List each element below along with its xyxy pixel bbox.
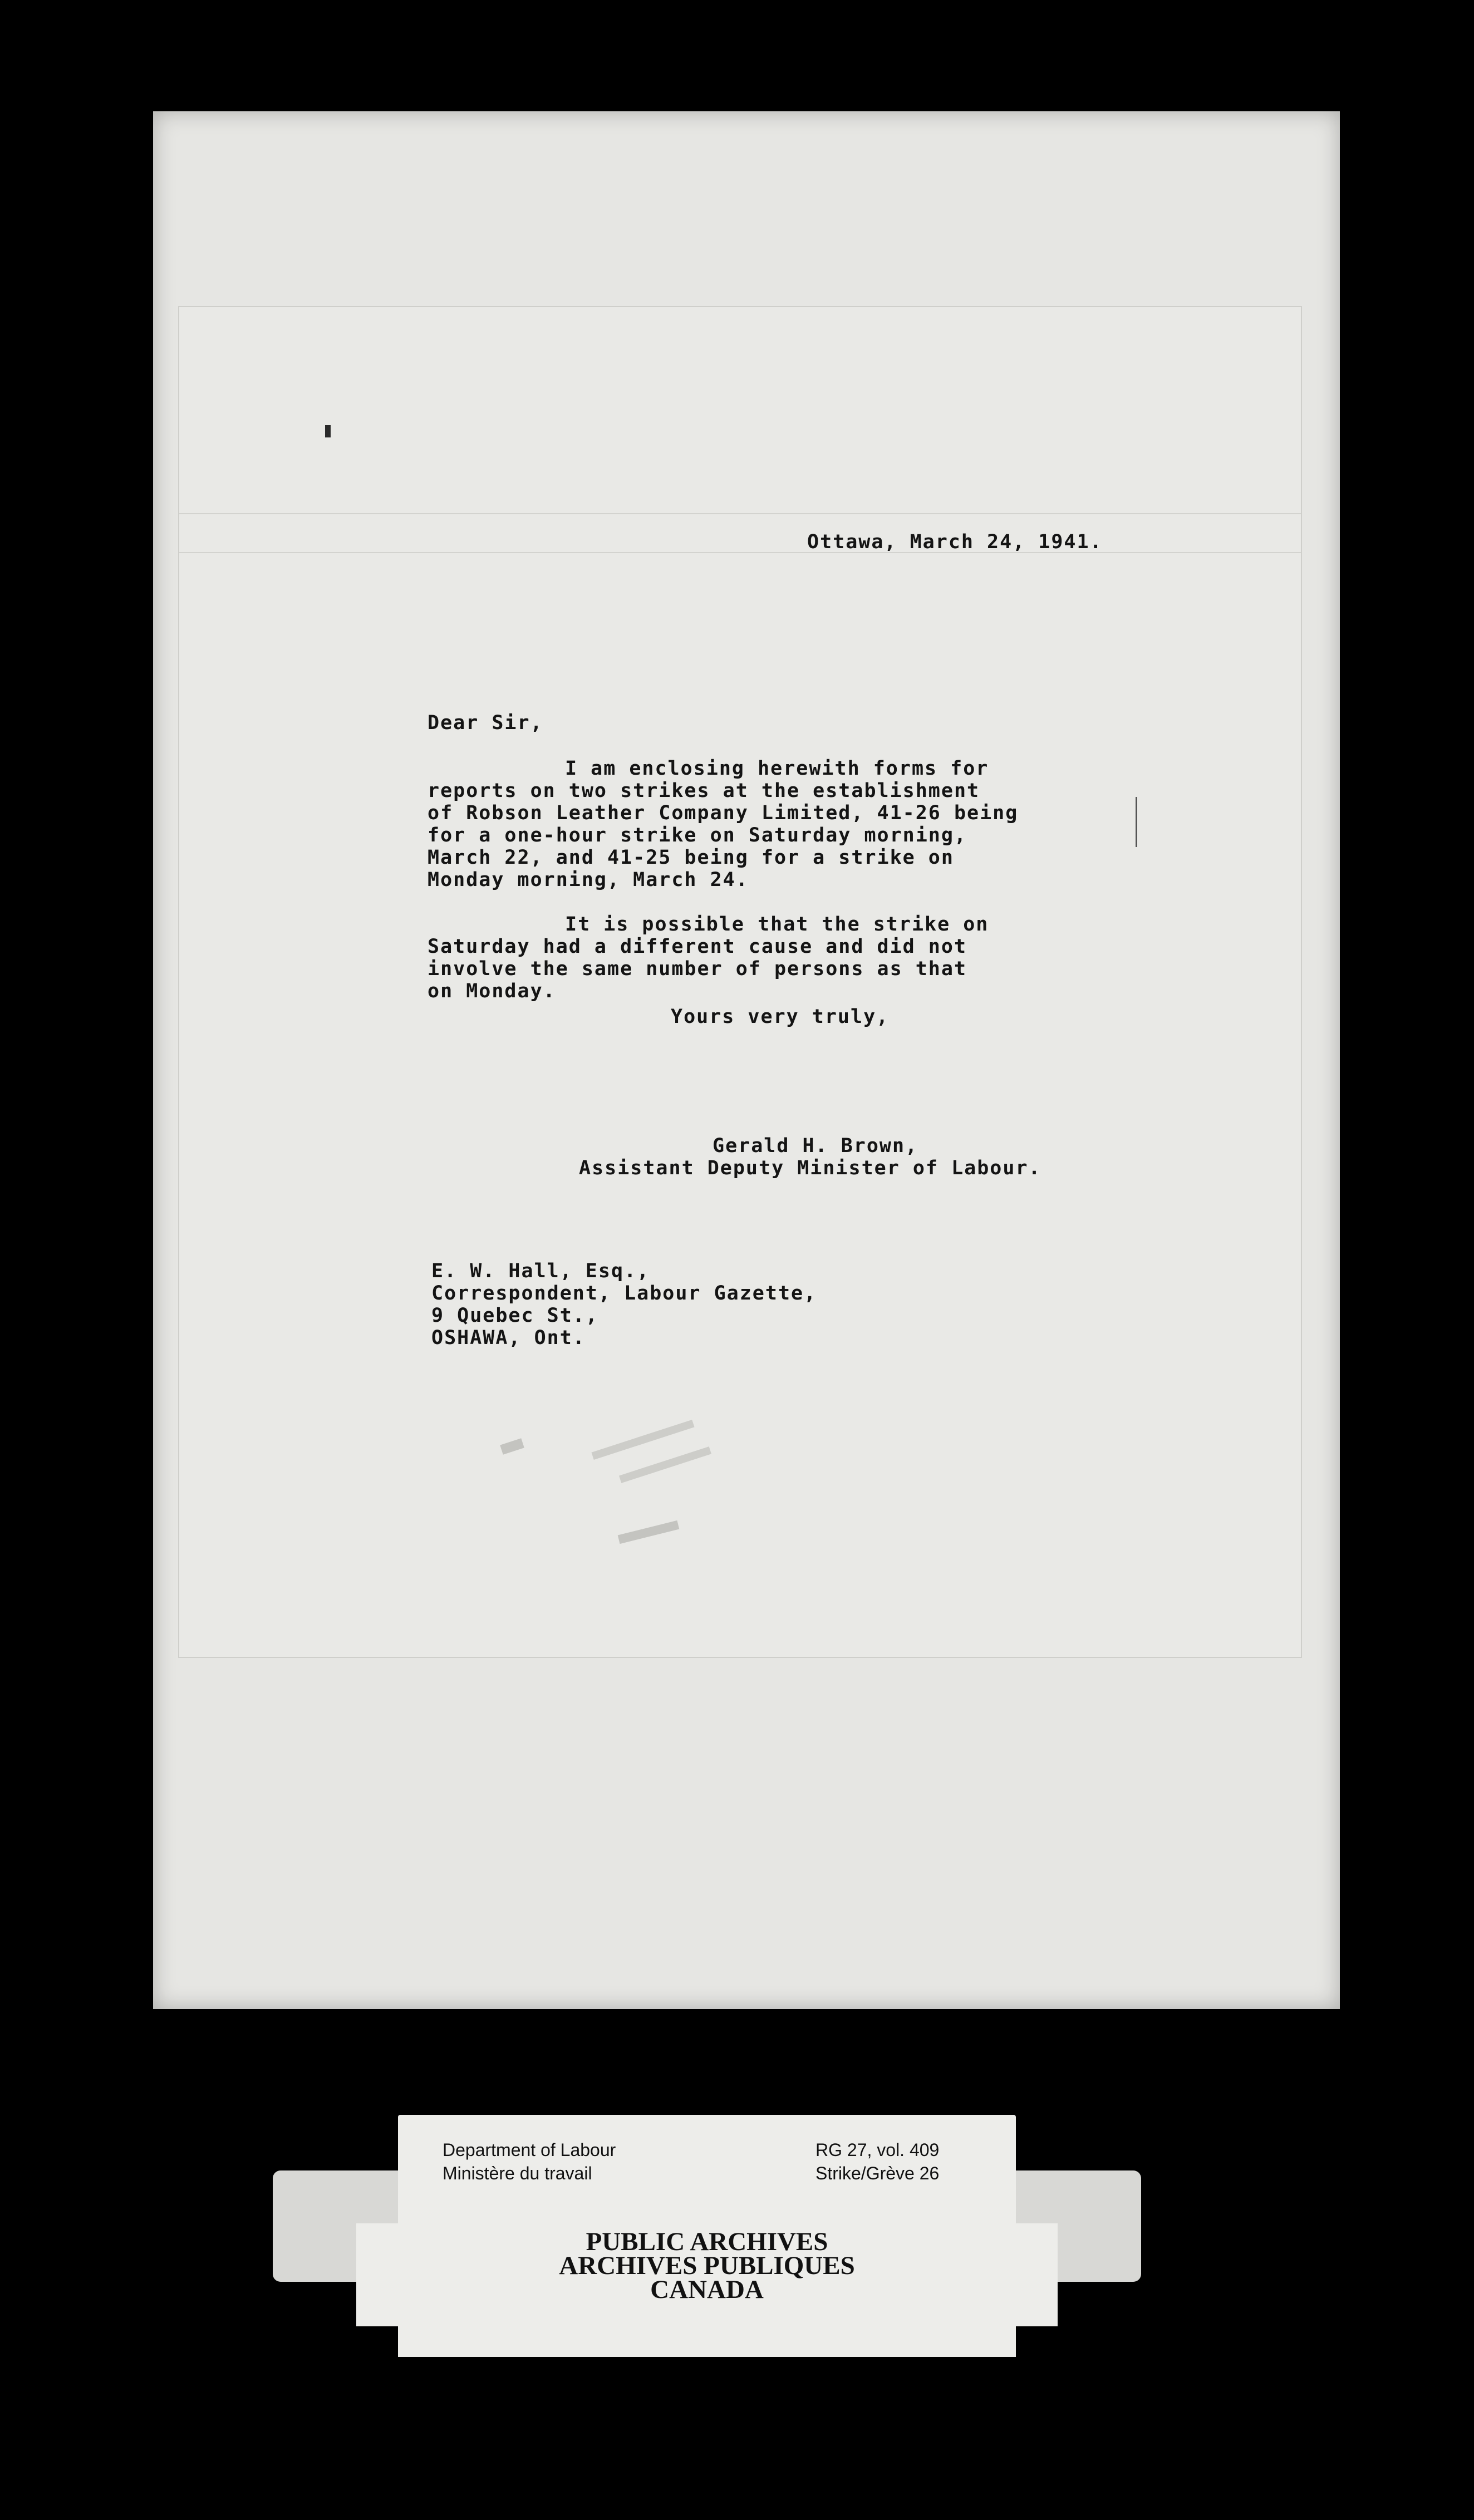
department-en: Department of Labour	[443, 2140, 616, 2160]
text-line: on Monday.	[428, 980, 556, 1002]
archive-label	[273, 2140, 1141, 2415]
archives-line-2: ARCHIVES PUBLIQUES	[559, 2251, 855, 2280]
letter-page	[178, 306, 1302, 1658]
signature-name: Gerald H. Brown,	[713, 1135, 918, 1157]
addressee-line: E. W. Hall, Esq.,	[431, 1260, 650, 1282]
paper-fold-line	[179, 513, 1301, 514]
paper-fold-line	[179, 552, 1301, 553]
date-line: Ottawa, March 24, 1941.	[807, 531, 1103, 553]
salutation: Dear Sir,	[428, 712, 543, 734]
text-line: Monday morning, March 24.	[428, 869, 749, 891]
text-line: I am enclosing herewith forms for	[565, 757, 989, 780]
signature-title: Assistant Deputy Minister of Labour.	[579, 1157, 1041, 1179]
file-number: Strike/Grève 26	[815, 2163, 940, 2183]
text-line: for a one-hour strike on Saturday morning,	[428, 824, 967, 846]
record-group: RG 27, vol. 409	[815, 2140, 940, 2160]
text-line: involve the same number of persons as that	[428, 958, 967, 980]
archives-line-1: PUBLIC ARCHIVES	[586, 2227, 828, 2256]
label-card-bottom	[398, 2324, 1016, 2357]
text-line: It is possible that the strike on	[565, 913, 989, 936]
ink-mark	[325, 425, 331, 437]
text-line: reports on two strikes at the establishment	[428, 780, 980, 802]
archives-line-3: CANADA	[650, 2275, 764, 2304]
addressee-line: Correspondent, Labour Gazette,	[431, 1282, 817, 1305]
pencil-mark	[1136, 797, 1137, 847]
closing: Yours very truly,	[671, 1006, 890, 1028]
text-line: of Robson Leather Company Limited, 41-26 being	[428, 802, 1019, 824]
text-line: March 22, and 41-25 being for a strike on	[428, 846, 954, 869]
department-fr: Ministère du travail	[443, 2163, 592, 2183]
text-line: Saturday had a different cause and did not	[428, 936, 967, 958]
addressee-line: OSHAWA, Ont.	[431, 1327, 586, 1349]
addressee-line: 9 Quebec St.,	[431, 1305, 598, 1327]
